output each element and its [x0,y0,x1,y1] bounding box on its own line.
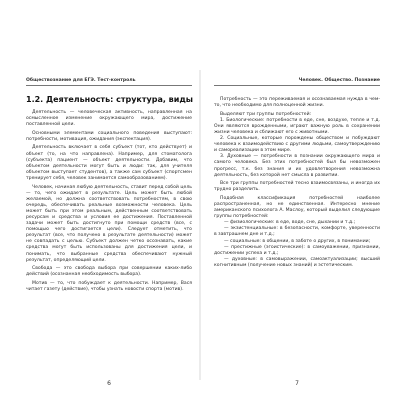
right-body-text [214,97,380,269]
list-item: — духовные: в самовыражении, самоактуализации; высший когнитивным (получение новых знаний) и эстетическим. [214,256,380,268]
left-page-number: 6 [107,380,111,387]
left-page [26,78,194,387]
section-title: 1.2. Деятельность: структура, виды [26,95,194,104]
paragraph: Свобода — это свобода выбора при совершении каких-либо действий (осознанная необходимость выбора). [26,266,192,278]
left-running-head: Обществознание для ЕГЭ. Тест-контроль [26,78,136,83]
paragraph: Мотив — то, что побуждает к деятельности. Например, Вася читает газету (действие), чтобы узнать новости спорта (мотив). [26,280,192,293]
book-gutter [199,70,201,380]
right-running-head: Человек. Общество. Познание [298,78,380,83]
right-page-number: 7 [295,380,299,387]
paragraph: 1. Биологические: потребности в еде, сне, воздухе, тепле и т.д. Они являются врожденными, играют важную роль в сохранении жизни человека и сближают его с животными. [214,117,380,135]
left-body-text [26,110,192,293]
left-header-rule [26,85,192,86]
paragraph: 2. Социальные, которые порождены обществом и побуждают человека к взаимодействию с другими людьми, самоутверждению и самореализации в этом мире. [214,136,380,154]
paragraph: Выделяют три группы потребностей: [220,111,312,117]
paragraph: Подобная классификация потребностей наиболее распространенная, но не единственная. Интересно мнение американского психолога А. Маслоу, который выделил следующие группы потребностей: [214,195,380,220]
list-item: — престижные (эгоистические): в самоуважении, признании, достижении успеха и т.д.; [214,244,380,256]
paragraph: Деятельность включает в себя субъект (тот, кто действует) и объект (то, на что направлена). Например, для стоматолога (субъекта) пациент — объект деятельности. Добавим, что объектом деятельности могут быть и люди: так, для учителя объектом выступает студентов), а также сам субъект (спортсмен тренирует себя, человек занимается самообразованием). [26,145,192,181]
paragraph: Потребность — это переживаемая и осознаваемая нужда в чем-то, что необходимо для полноценной жизни. [214,97,380,109]
list-item: — экзистенциальные: в безопасности, комфорте, уверенности в завтрашнем дне и т.д.; [214,226,380,238]
right-page [214,78,380,387]
paragraph: Все три группы потребностей тесно взаимосвязаны, и иногда их трудно разделить. [214,181,380,193]
paragraph: Человек, начиная любую деятельность, ставит перед собой цель — то, чего ожидает в результате. Цель может быть любой желаемой, но должна соответствовать потребностям, в свою очередь, обеспечивать реальные возможности человека. Цель может быть при этом реальным, действенным соответствовать ресурсам и средства и условия ее достижения. Поставленной задачи может быть достигнуто при помощи средств (все, с помощью чего достигается цели). Следует отметить, что результат (все, что получено в результате деятельности) может не совпадать с целью. Субъект должен четко осознавать, какие средства могут быть использованы для достижения цели, и понимать, что выбранные средства обеспечивают нужный результат, определяющий цели. [26,184,192,263]
list-item: — социальные: в общении, в заботе о других, в понимании; [224,238,371,244]
paragraph: Основными элементами социального поведения выступают: потребности, мотивация, ожидания (экспектация). [26,130,192,142]
paragraph: Деятельность — человеческая активность, направленная на осмысленное изменение окружающего мира, достижение поставленной цели. [26,110,192,128]
right-header-rule [214,85,380,86]
paragraph: 3. Духовные — потребности в познании окружающего мира и самого человека. Без этих потребностей был бы невозможен прогресс, т.к. без знания и их удовлетворения невозможна деятельность, без которой нет смысла в развитии. [214,154,380,178]
list-item: — физиологические: в еде, воде, сне, дыхании и т.д.; [224,220,356,226]
